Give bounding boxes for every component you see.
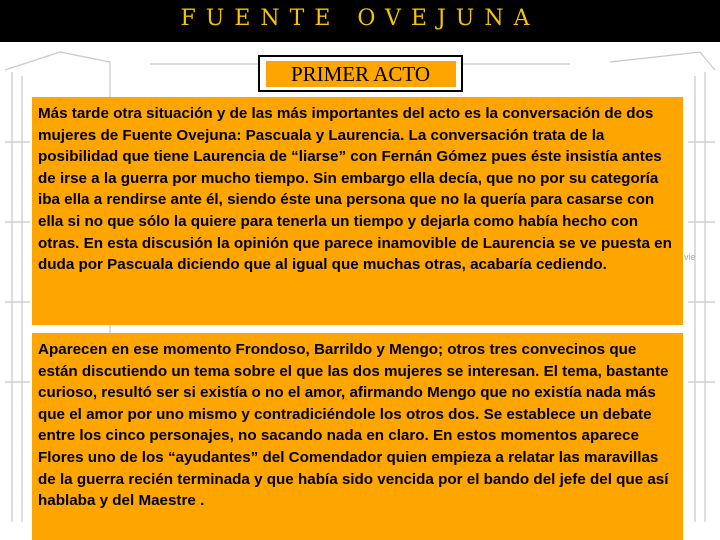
paragraph-text-2: Aparecen en ese momento Frondoso, Barrildo y Mengo; otros tres convecinos que están discutiendo un tema sobre el que las dos mujeres se interesan. El tema, bastante curioso, resultó ser si existía o no el amor, afirmando Mengo que no existía nada más que el amor por uno mismo y contradiciéndole los otros dos. Se establece un debate entre los cinco personajes, no sacando nada en claro. En estos momentos aparece Flores uno de los “ayudantes” del Comendador quien empieza a relatar las maravillas de la guerra recién terminada y que había sido vencida por el bando del jefe del que así hablaba y del Maestre . (38, 341, 669, 510)
act-label: PRIMER ACTO (266, 61, 456, 87)
paragraph-box-1 (32, 97, 683, 325)
page-title: FUENTE OVEJUNA (0, 0, 720, 42)
paragraph-text-1: Más tarde otra situación y de las más importantes del acto es la conversación de dos mujeres de Fuente Ovejuna: Pascuala y Laurencia. La conversación trata de la posibilidad que tiene Laurencia de “liarse” con Fernán Gómez pues éste insistía antes de irse a la guerra por mucho tiempo. Sin embargo ella decía, que no por su categoría iba ella a rendirse ante él, siendo éste una persona que no la quería para casarse con ella si no que sólo la quiere para tenerla un tiempo y dejarla como había hecho con otras. En esta discusión la opinión que parece inamovible de Laurencia se ve puesta en duda por Pascuala diciendo que al igual que muchas otras, acabaría cediendo. (38, 105, 672, 274)
paragraph-box-2 (32, 333, 683, 540)
background-fragment-text: vie (684, 252, 696, 262)
act-label-box (258, 55, 463, 92)
